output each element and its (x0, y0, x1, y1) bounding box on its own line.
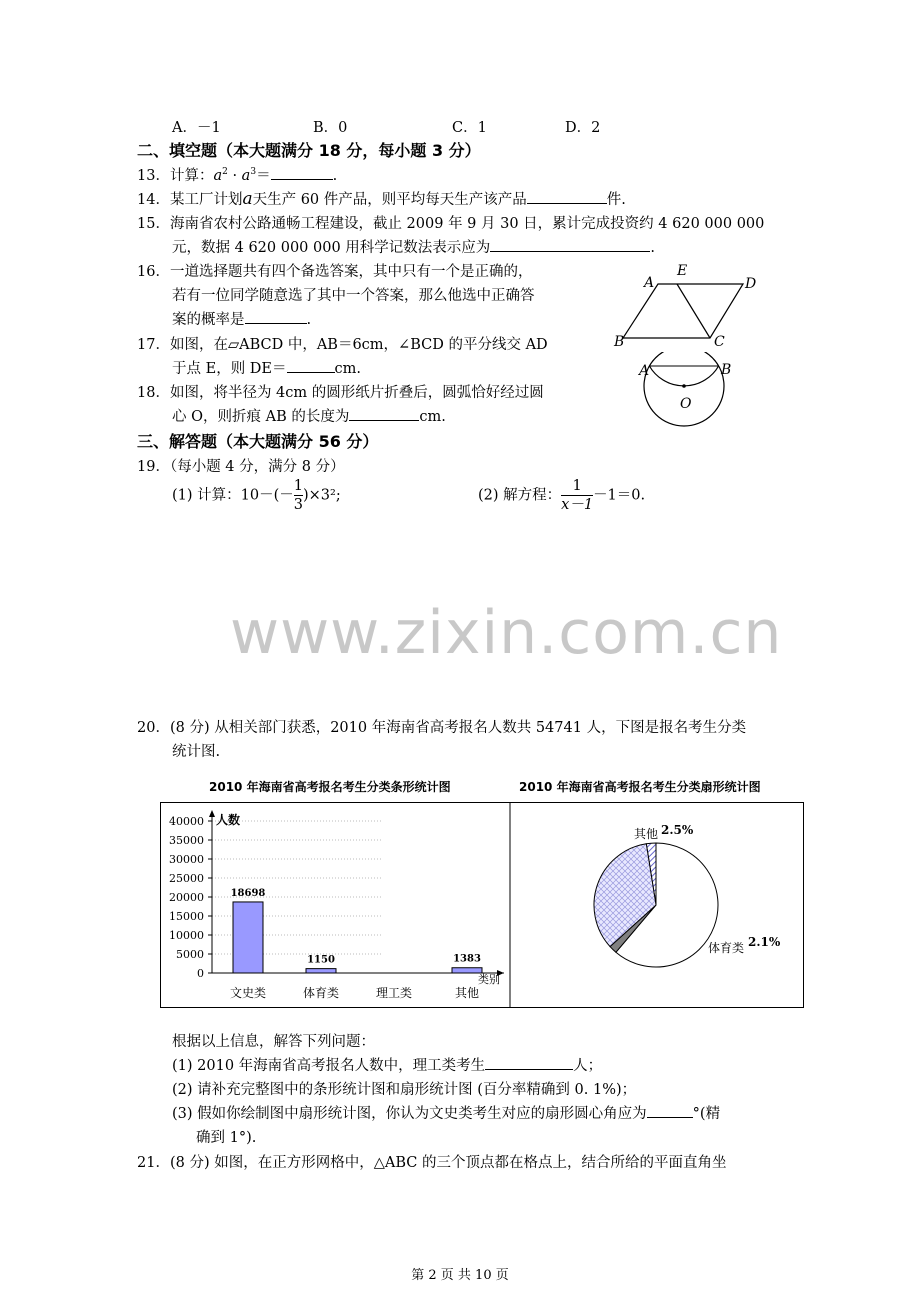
fraction: $\frac{1}{x-1}$ (561, 478, 594, 513)
y-tick-label: 35000 (169, 834, 204, 847)
label-a: A (639, 363, 650, 379)
answer-blank (490, 237, 650, 252)
category-label: 体育类 (302, 986, 340, 1000)
q13: 13．计算：$a^2 \cdot a^3=$ . (137, 164, 337, 185)
q19-part2: (2) 解方程： $\frac{1}{x-1}$ －1＝0. (478, 478, 646, 513)
data-label: 1150 (307, 954, 335, 966)
q15-line1: 15．海南省农村公路通畅工程建设，截止 2009 年 9 月 30 日，累计完成投资约 4 620 000 000 (137, 216, 765, 232)
label-a: A (644, 275, 655, 291)
y-tick-label: 30000 (169, 853, 204, 866)
y-tick-label: 15000 (169, 910, 204, 923)
label-o: O (680, 396, 692, 412)
q20-line2: 统计图. (172, 744, 221, 760)
q19-part1: (1) 计算：10－(－ $\frac{1}{3}$ )×3²; (172, 478, 341, 513)
questions-intro: 根据以上信息，解答下列问题： (172, 1034, 375, 1050)
choice-c: C．1 (452, 120, 487, 136)
answer-blank (485, 1055, 573, 1070)
label-d: D (745, 276, 757, 292)
y-axis-label: 人数 (216, 813, 241, 827)
q17-line2: 于点 E，则 DE＝ cm. (172, 357, 361, 378)
question-3-cont: 确到 1°). (196, 1130, 257, 1146)
label-b: B (721, 362, 732, 378)
choice-d: D．2 (565, 120, 601, 136)
answer-blank (271, 165, 333, 180)
answer-blank (349, 406, 419, 421)
x-axis-label: 类别 (478, 973, 500, 986)
q20-line1: 20．(8 分) 从相关部门获悉，2010 年海南省高考报名人数共 54741 人，下图是报名考生分类 (137, 720, 747, 736)
bar (306, 969, 336, 973)
answer-blank (245, 309, 307, 324)
y-tick-label: 5000 (176, 948, 204, 961)
data-label: 1383 (453, 953, 481, 965)
q18-line1: 18．如图，将半径为 4cm 的圆形纸片折叠后，圆弧恰好经过圆 (137, 385, 544, 401)
y-tick-label: 10000 (169, 929, 204, 942)
section2-title: 二、填空题（本大题满分 18 分，每小题 3 分） (137, 141, 481, 160)
q16-line3: 案的概率是 . (172, 308, 311, 329)
y-tick-label: 25000 (169, 872, 204, 885)
answer-blank (527, 189, 607, 204)
page-footer: 第 2 页 共 10 页 (411, 1268, 509, 1283)
q21: 21．(8 分) 如图，在正方形网格中，△ABC 的三个顶点都在格点上，结合所给的平面直角坐 (137, 1155, 727, 1171)
q16-line1: 16．一道选择题共有四个备选答案，其中只有一个是正确的， (137, 264, 533, 280)
label-b: B (614, 334, 625, 350)
q19-header: 19．（每小题 4 分，满分 8 分） (137, 459, 345, 475)
data-label: 18698 (230, 887, 266, 899)
category-label: 其他 (454, 986, 480, 1000)
folded-circle-figure (630, 352, 740, 434)
q17-line1: 17．如图，在▱ABCD 中，AB＝6cm，∠BCD 的平分线交 AD (137, 337, 548, 353)
slice-label: 其他 (634, 827, 659, 841)
section3-title: 三、解答题（本大题满分 56 分） (137, 432, 379, 451)
pie-chart-title: 2010 年海南省高考报名考生分类扇形统计图 (519, 780, 761, 794)
category-label: 理工类 (375, 986, 413, 1000)
answer-blank (287, 358, 335, 373)
answer-blank (647, 1103, 693, 1118)
bar (452, 968, 482, 973)
slice-label: 体育类 (708, 941, 745, 955)
y-tick-label: 20000 (169, 891, 204, 904)
q14: 14．某工厂计划a天生产 60 件产品，则平均每天生产该产品 件. (137, 189, 626, 209)
choice-b: B．0 (313, 120, 348, 136)
label-c: C (714, 334, 725, 350)
choice-a: A．－1 (172, 120, 221, 136)
bar-chart-title: 2010 年海南省高考报名考生分类条形统计图 (209, 780, 451, 794)
bar (233, 902, 263, 973)
watermark: www.zixin.com.cn (230, 598, 783, 668)
label-e: E (677, 263, 688, 279)
q15-line2: 元，数据 4 620 000 000 用科学记数法表示应为 . (172, 236, 655, 257)
question-3: (3) 假如你绘制图中扇形统计图，你认为文史类考生对应的扇形圆心角应为 °(精 (172, 1102, 720, 1123)
category-label: 文史类 (229, 986, 267, 1000)
y-tick-label: 40000 (169, 815, 204, 828)
y-tick-label: 0 (197, 967, 204, 980)
q16-line2: 若有一位同学随意选了其中一个答案，那么他选中正确答 (172, 288, 535, 304)
charts-frame (160, 802, 804, 1008)
parallelogram-figure (605, 262, 775, 354)
question-2: (2) 请补充完整图中的条形统计图和扇形统计图 (百分率精确到 0. 1%)； (172, 1082, 637, 1098)
q13-number: 13． (137, 168, 170, 184)
q18-line2: 心 O，则折痕 AB 的长度为 cm. (172, 405, 446, 426)
slice-percent: 2.5% (661, 823, 694, 837)
slice-percent: 2.1% (748, 935, 781, 949)
question-1: (1) 2010 年海南省高考报名人数中，理工类考生 人； (172, 1054, 602, 1075)
fraction: $\frac{1}{3}$ (293, 478, 303, 513)
